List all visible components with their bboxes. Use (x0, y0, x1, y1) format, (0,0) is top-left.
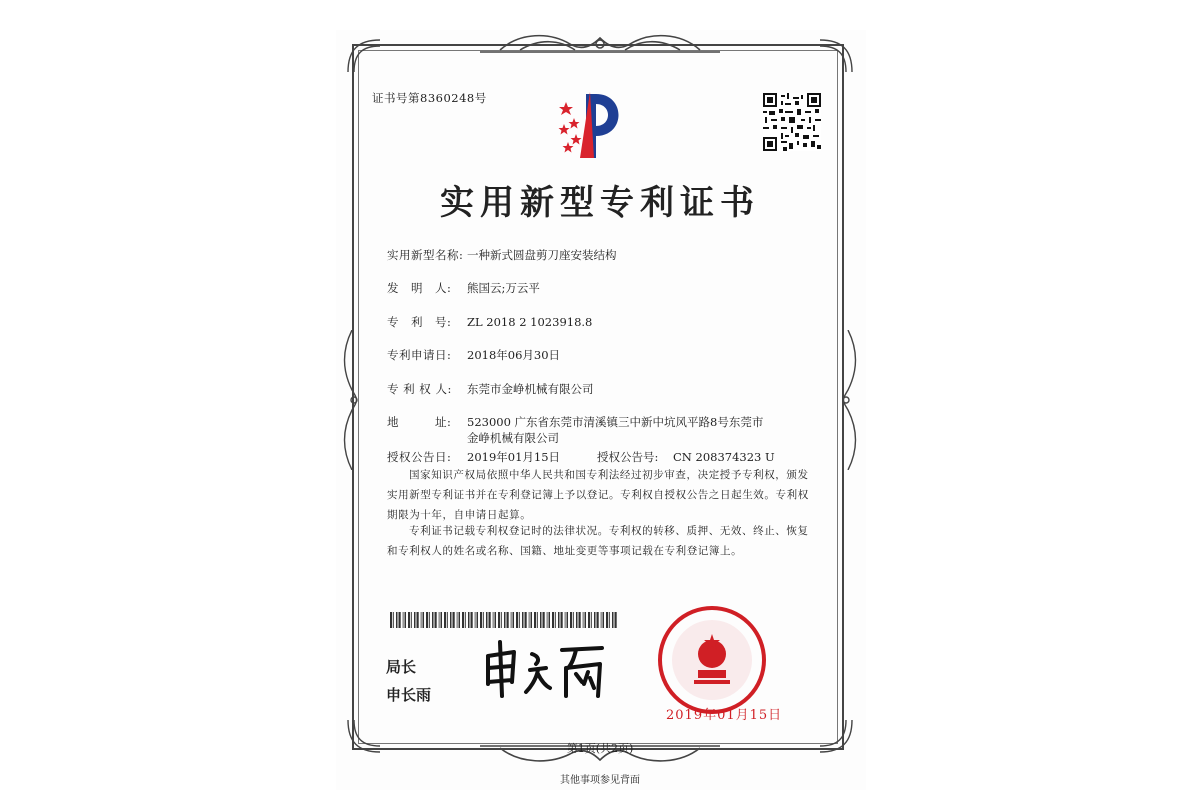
field-value: 东莞市金峥机械有限公司 (467, 382, 594, 396)
field-value: 523000 广东省东莞市清溪镇三中新中坑风平路8号东莞市 (467, 415, 764, 429)
signatory-name: 申长雨 (386, 686, 432, 704)
field-value: 熊国云;万云平 (467, 281, 540, 295)
top-ornament-icon (480, 30, 720, 56)
left-ornament-icon (340, 330, 360, 470)
seal-date: 2019年01月15日 (666, 708, 783, 723)
field-application-date (387, 347, 560, 363)
field-label: 专 利 权 人: (387, 382, 452, 396)
handwritten-signature-icon (480, 634, 610, 704)
right-ornament-icon (840, 330, 860, 470)
field-value: ZL 2018 2 1023918.8 (467, 315, 593, 329)
grant-statement-paragraph: 国家知识产权局依照中华人民共和国专利法经过初步审查，决定授予专利权，颁发实用新型专利证书并在专利登记簿上予以登记。专利权自授权公告之日起生效。专利权期限为十年，自申请日起算。 (387, 469, 809, 521)
corner-ornament-icon (816, 716, 856, 756)
field-label: 授权公告号: (597, 450, 659, 464)
corner-ornament-icon (344, 36, 384, 76)
legal-status-paragraph: 专利证书记载专利权登记时的法律状况。专利权的转移、质押、无效、终止、恢复和专利权人的姓名或名称、国籍、地址变更等事项记载在专利登记簿上。 (387, 525, 809, 557)
field-value: 2019年01月15日 (467, 450, 561, 464)
field-value: 2018年06月30日 (467, 348, 561, 362)
field-utility-model-name (387, 247, 617, 263)
field-label: 地 址: (387, 415, 452, 429)
field-label: 实用新型名称: (387, 248, 464, 262)
field-patent-number (387, 314, 592, 330)
field-patentee (387, 381, 594, 397)
official-seal-icon (656, 604, 768, 716)
qr-code-icon (763, 93, 821, 151)
field-label: 发 明 人: (387, 281, 452, 295)
corner-ornament-icon (816, 36, 856, 76)
field-inventors (387, 280, 540, 296)
page-number: 第1页(共2页) (566, 742, 634, 755)
back-page-note: 其他事项参见背面 (560, 775, 640, 786)
corner-ornament-icon (344, 716, 384, 756)
field-address-line2: 金峥机械有限公司 (467, 431, 559, 445)
certificate-number: 证书号第8360248号 (372, 91, 487, 105)
field-label: 授权公告日: (387, 450, 452, 464)
field-label: 专 利 号: (387, 315, 452, 329)
barcode-icon (390, 612, 620, 628)
certificate-title: 实用新型专利证书 (440, 183, 760, 223)
signatory-title: 局长 (386, 658, 417, 676)
field-value: 一种新式圆盘剪刀座安装结构 (467, 248, 617, 262)
field-grant-date (387, 449, 560, 465)
field-address (387, 414, 763, 430)
patent-office-logo-icon (552, 88, 632, 164)
field-grant-number (597, 449, 775, 465)
field-value: CN 208374323 U (673, 450, 775, 464)
field-label: 专利申请日: (387, 348, 452, 362)
